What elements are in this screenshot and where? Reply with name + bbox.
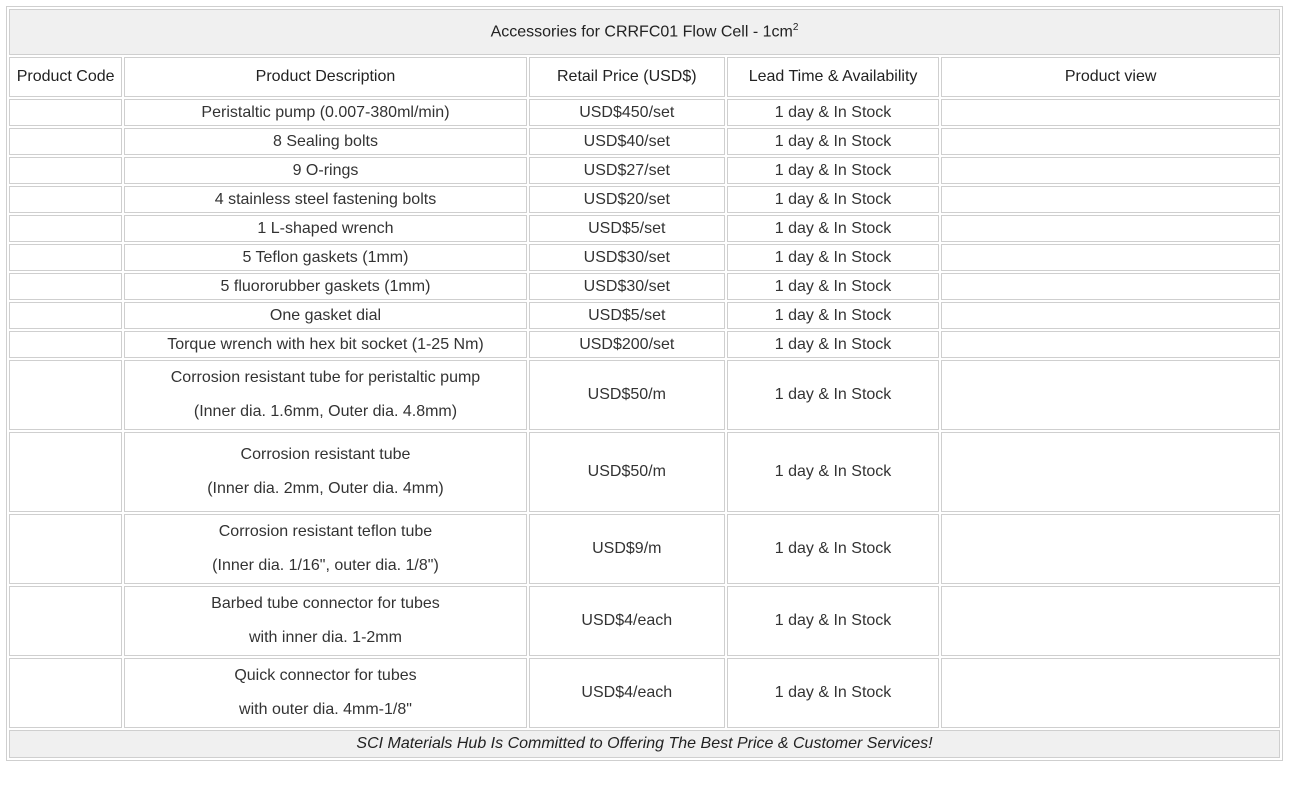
lead-time-cell: 1 day & In Stock xyxy=(727,186,939,213)
product-view-cell xyxy=(941,99,1280,126)
table-row xyxy=(9,186,1280,213)
product-view-cell xyxy=(941,658,1280,728)
product-code-cell xyxy=(9,432,122,512)
lead-time-cell: 1 day & In Stock xyxy=(727,273,939,300)
retail-price-cell: USD$50/m xyxy=(529,360,725,430)
product-description-cell xyxy=(124,128,526,155)
product-description-cell xyxy=(124,273,526,300)
retail-price-cell: USD$5/set xyxy=(529,215,725,242)
table-row xyxy=(9,244,1280,271)
lead-time-cell: 1 day & In Stock xyxy=(727,99,939,126)
product-description-line: (Inner dia. 2mm, Outer dia. 4mm) xyxy=(207,480,444,497)
table-title-superscript: 2 xyxy=(792,22,799,34)
lead-time-cell: 1 day & In Stock xyxy=(727,586,939,656)
product-code-cell xyxy=(9,215,122,242)
product-description-cell xyxy=(124,157,526,184)
table-body xyxy=(9,99,1280,728)
lead-time-cell: 1 day & In Stock xyxy=(727,157,939,184)
product-description-line: 8 Sealing bolts xyxy=(272,133,378,150)
header-product-code: Product Code xyxy=(9,57,122,97)
product-description-line: (Inner dia. 1.6mm, Outer dia. 4.8mm) xyxy=(193,403,458,420)
product-code-cell xyxy=(9,99,122,126)
product-code-cell xyxy=(9,157,122,184)
product-description-cell xyxy=(124,360,526,430)
table-footer: SCI Materials Hub Is Committed to Offering The Best Price & Customer Services! xyxy=(9,730,1280,758)
retail-price-cell: USD$9/m xyxy=(529,514,725,584)
lead-time-cell: 1 day & In Stock xyxy=(727,432,939,512)
accessories-table-wrapper xyxy=(6,6,1283,761)
product-view-cell xyxy=(941,128,1280,155)
retail-price-cell: USD$50/m xyxy=(529,432,725,512)
lead-time-cell: 1 day & In Stock xyxy=(727,514,939,584)
lead-time-cell: 1 day & In Stock xyxy=(727,244,939,271)
table-title-text: Accessories for CRRFC01 Flow Cell - 1cm xyxy=(490,23,793,41)
product-code-cell xyxy=(9,128,122,155)
product-code-cell xyxy=(9,244,122,271)
table-row xyxy=(9,128,1280,155)
product-description-cell xyxy=(124,99,526,126)
header-row xyxy=(9,57,1280,97)
table-row xyxy=(9,302,1280,329)
retail-price-cell: USD$27/set xyxy=(529,157,725,184)
product-description-line: with inner dia. 1-2mm xyxy=(249,629,402,646)
product-view-cell xyxy=(941,432,1280,512)
product-code-cell xyxy=(9,331,122,358)
product-description-line: 9 O-rings xyxy=(292,162,359,179)
retail-price-cell: USD$450/set xyxy=(529,99,725,126)
table-row xyxy=(9,432,1280,512)
product-view-cell xyxy=(941,586,1280,656)
lead-time-cell: 1 day & In Stock xyxy=(727,658,939,728)
product-code-cell xyxy=(9,360,122,430)
header-retail-price: Retail Price (USD$) xyxy=(529,57,725,97)
product-description-line: Corrosion resistant tube for peristaltic pump xyxy=(170,369,481,386)
product-description-line: 5 fluororubber gaskets (1mm) xyxy=(220,278,431,295)
lead-time-cell: 1 day & In Stock xyxy=(727,128,939,155)
product-description-line: Quick connector for tubes xyxy=(234,667,417,684)
retail-price-cell: USD$40/set xyxy=(529,128,725,155)
product-description-cell xyxy=(124,302,526,329)
product-description-line: (Inner dia. 1/16", outer dia. 1/8") xyxy=(212,557,439,574)
product-view-cell xyxy=(941,331,1280,358)
product-code-cell xyxy=(9,586,122,656)
product-description-cell xyxy=(124,215,526,242)
product-description-cell xyxy=(124,186,526,213)
product-code-cell xyxy=(9,658,122,728)
product-description-line: Corrosion resistant tube xyxy=(240,446,411,463)
product-description-line: with outer dia. 4mm-1/8" xyxy=(239,701,412,718)
retail-price-cell: USD$30/set xyxy=(529,273,725,300)
product-code-cell xyxy=(9,514,122,584)
table-row xyxy=(9,331,1280,358)
product-code-cell xyxy=(9,186,122,213)
retail-price-cell: USD$20/set xyxy=(529,186,725,213)
header-lead-time: Lead Time & Availability xyxy=(727,57,939,97)
accessories-table xyxy=(6,6,1283,761)
table-title xyxy=(9,9,1280,55)
product-code-cell xyxy=(9,273,122,300)
product-code-cell xyxy=(9,302,122,329)
product-description-line: 5 Teflon gaskets (1mm) xyxy=(242,249,409,266)
product-view-cell xyxy=(941,273,1280,300)
table-row xyxy=(9,658,1280,728)
table-row xyxy=(9,514,1280,584)
lead-time-cell: 1 day & In Stock xyxy=(727,302,939,329)
product-description-line: Corrosion resistant teflon tube xyxy=(218,523,433,540)
product-description-line: Peristaltic pump (0.007-380ml/min) xyxy=(201,104,450,121)
retail-price-cell: USD$5/set xyxy=(529,302,725,329)
product-description-cell xyxy=(124,244,526,271)
lead-time-cell: 1 day & In Stock xyxy=(727,331,939,358)
product-description-line: Barbed tube connector for tubes xyxy=(211,595,440,612)
product-description-line: 4 stainless steel fastening bolts xyxy=(214,191,437,208)
product-description-cell xyxy=(124,514,526,584)
lead-time-cell: 1 day & In Stock xyxy=(727,215,939,242)
product-description-line: One gasket dial xyxy=(269,307,382,324)
product-view-cell xyxy=(941,244,1280,271)
table-row xyxy=(9,586,1280,656)
table-row xyxy=(9,360,1280,430)
retail-price-cell: USD$4/each xyxy=(529,658,725,728)
retail-price-cell: USD$4/each xyxy=(529,586,725,656)
lead-time-cell: 1 day & In Stock xyxy=(727,360,939,430)
product-description-cell xyxy=(124,658,526,728)
product-description-cell xyxy=(124,432,526,512)
table-row xyxy=(9,99,1280,126)
product-description-cell xyxy=(124,586,526,656)
retail-price-cell: USD$30/set xyxy=(529,244,725,271)
product-view-cell xyxy=(941,514,1280,584)
product-description-line: 1 L-shaped wrench xyxy=(257,220,394,237)
product-view-cell xyxy=(941,186,1280,213)
retail-price-cell: USD$200/set xyxy=(529,331,725,358)
table-row xyxy=(9,215,1280,242)
product-view-cell xyxy=(941,215,1280,242)
product-description-cell xyxy=(124,331,526,358)
table-row xyxy=(9,273,1280,300)
product-view-cell xyxy=(941,302,1280,329)
table-row xyxy=(9,157,1280,184)
header-product-description: Product Description xyxy=(124,57,526,97)
product-description-line: Torque wrench with hex bit socket (1-25 Nm) xyxy=(167,336,484,353)
header-product-view: Product view xyxy=(941,57,1280,97)
product-view-cell xyxy=(941,360,1280,430)
product-view-cell xyxy=(941,157,1280,184)
